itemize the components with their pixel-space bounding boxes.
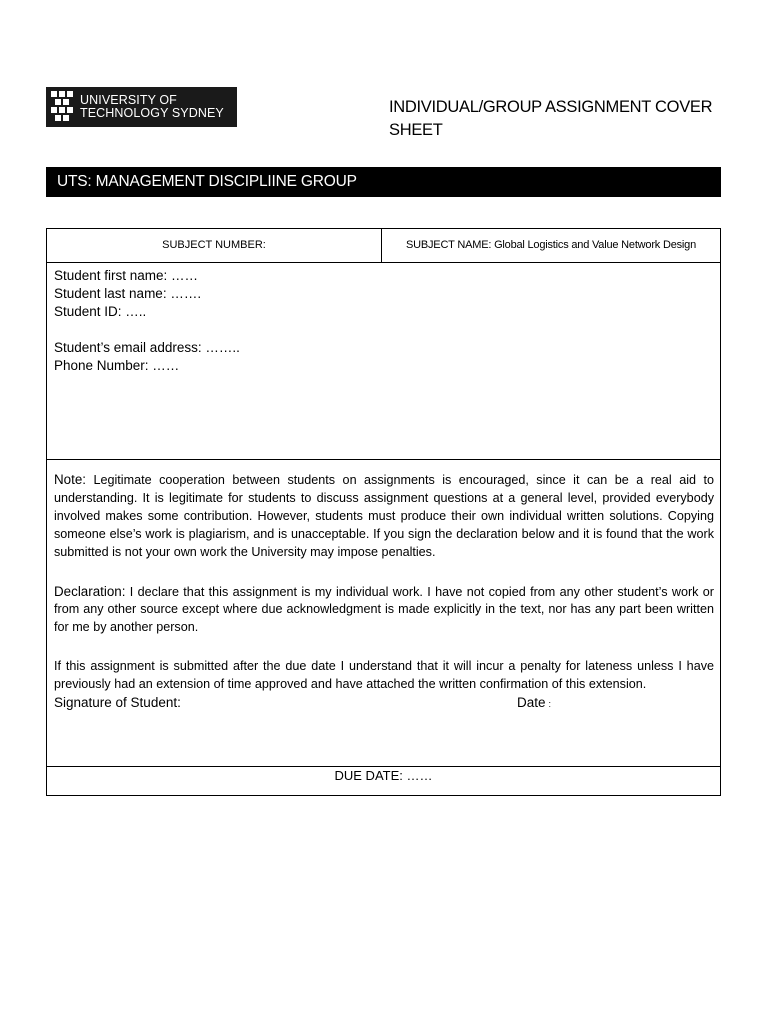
student-last-name-field[interactable]: Student last name: …….: [54, 286, 202, 301]
subject-number-field[interactable]: [47, 229, 382, 262]
signature-line: [54, 694, 714, 712]
late-submission-paragraph: If this assignment is submitted after the due date I understand that it will incur a penalty for lateness unless I have previously had an extension of time approved and have attached the written confirmation of this extension.: [54, 659, 714, 692]
student-first-name-field[interactable]: Student first name: ……: [54, 268, 199, 283]
uts-logo: [46, 87, 237, 127]
date-field[interactable]: [517, 694, 551, 713]
student-id-field[interactable]: Student ID: …..: [54, 304, 147, 319]
note-and-declaration-section: [47, 460, 720, 767]
signature-field[interactable]: Signature of Student:: [54, 695, 181, 711]
subject-name-label: SUBJECT NAME:: [405, 239, 492, 251]
document-title-line-2: SHEET: [389, 121, 443, 139]
subject-number-label: SUBJECT NUMBER:: [162, 239, 266, 251]
subject-name-value: Global Logistics and Value Network Design: [494, 239, 696, 251]
uts-logo-mark-icon: [49, 89, 75, 125]
logo-line-1: UNIVERSITY OF: [80, 93, 177, 107]
discipline-group-banner: UTS: MANAGEMENT DISCIPLIINE GROUP: [46, 167, 721, 197]
declaration-paragraph: [54, 583, 714, 638]
subject-row: [47, 229, 720, 263]
student-details-section: [47, 262, 720, 460]
note-text: Legitimate cooperation between students on assignments is encouraged, since it can be a real aid to understanding. It is legitimate for students to discuss assignment questions at a general level, provided everybody involved makes some contribution. However, students must produce their own individual written solutions. Copying someone else’s work is plagiarism, and is unacceptable. If you sign the declaration below and it is found that the work submitted is not your own work the University may impose penalties.: [54, 473, 714, 559]
spacer: [54, 321, 713, 339]
due-date-field[interactable]: DUE DATE: ……: [334, 768, 433, 783]
uts-logo-text: [80, 94, 224, 120]
document-title: [389, 96, 729, 142]
cover-sheet-form: [46, 228, 721, 796]
note-label: Note:: [54, 472, 87, 487]
date-colon: :: [548, 699, 552, 710]
declaration-label: Declaration:: [54, 583, 126, 599]
logo-line-2: TECHNOLOGY SYDNEY: [80, 106, 224, 120]
student-email-field[interactable]: Student’s email address: ……..: [54, 340, 240, 355]
declaration-text: I declare that this assignment is my individual work. I have not copied from any other student’s work or from any other source except where due acknowledgment is made explicitly in the text, nor has any part been written for me by another person.: [54, 584, 714, 635]
subject-name-field[interactable]: [382, 229, 720, 262]
phone-number-field[interactable]: Phone Number: ……: [54, 358, 180, 373]
document-title-line-1: INDIVIDUAL/GROUP ASSIGNMENT COVER: [389, 98, 713, 116]
date-label: Date: [517, 695, 546, 711]
note-paragraph: [54, 471, 714, 562]
